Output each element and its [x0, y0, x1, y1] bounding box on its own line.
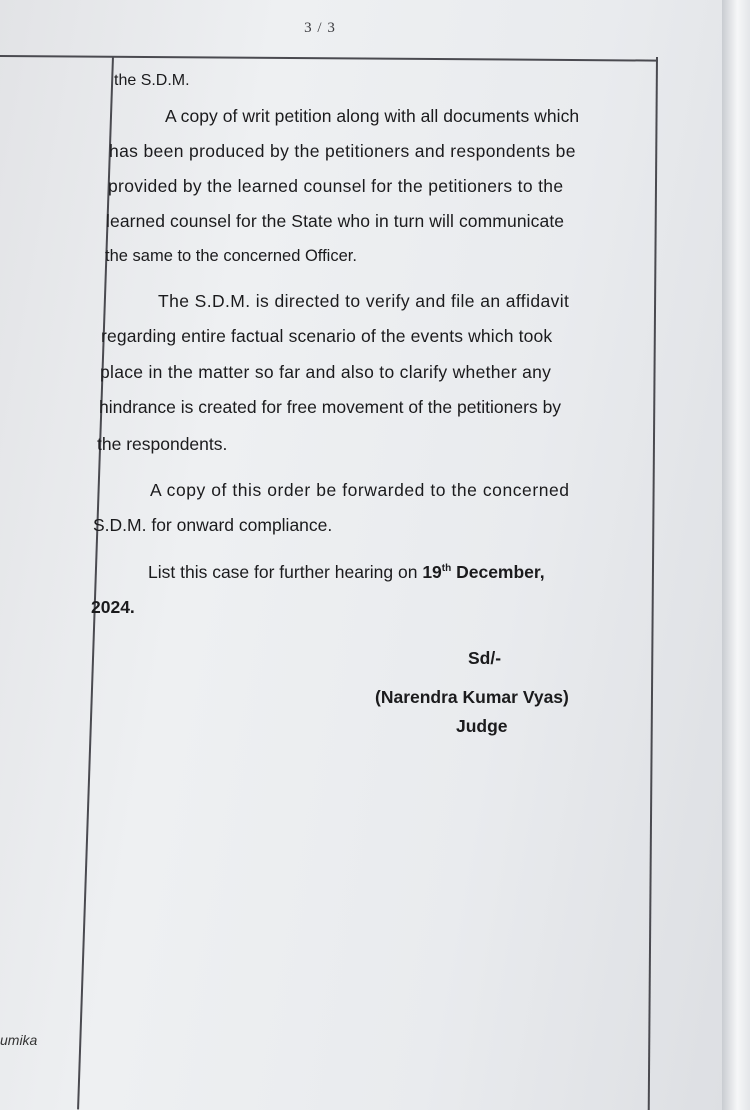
hearing-day: 19	[422, 562, 442, 582]
body-line: S.D.M. for onward compliance.	[93, 515, 333, 535]
body-line: The S.D.M. is directed to verify and file an affidavit	[158, 291, 570, 311]
page-edge	[722, 0, 750, 1110]
right-column-border	[648, 57, 658, 1110]
body-line: has been produced by the petitioners and respondents be	[109, 141, 576, 161]
hearing-line	[148, 562, 545, 583]
hearing-prefix: List this case for further hearing on	[148, 562, 423, 582]
hearing-day-suffix: th	[441, 563, 452, 575]
judge-title: Judge	[456, 716, 508, 736]
hearing-month: December,	[451, 562, 545, 582]
body-line: the respondents.	[97, 434, 228, 454]
hearing-year: 2024.	[91, 597, 135, 617]
body-line: provided by the learned counsel for the petitioners to the	[108, 176, 564, 196]
signature-sd: Sd/-	[468, 648, 502, 668]
judge-name: (Narendra Kumar Vyas)	[375, 687, 569, 707]
margin-note: umika	[0, 1032, 38, 1048]
body-line: A copy of writ petition along with all documents which	[165, 106, 580, 126]
body-line: learned counsel for the State who in turn will communicate	[106, 211, 565, 231]
page-number: 3 / 3	[304, 20, 336, 36]
body-line: place in the matter so far and also to clarify whether any	[100, 362, 552, 382]
body-line: regarding entire factual scenario of the events which took	[101, 326, 553, 346]
body-line: hindrance is created for free movement of the petitioners by	[99, 397, 562, 417]
table-top-border	[0, 55, 658, 61]
body-line: A copy of this order be forwarded to the concerned	[150, 480, 570, 500]
body-line: the same to the concerned Officer.	[105, 247, 357, 265]
body-line: the S.D.M.	[114, 72, 190, 89]
